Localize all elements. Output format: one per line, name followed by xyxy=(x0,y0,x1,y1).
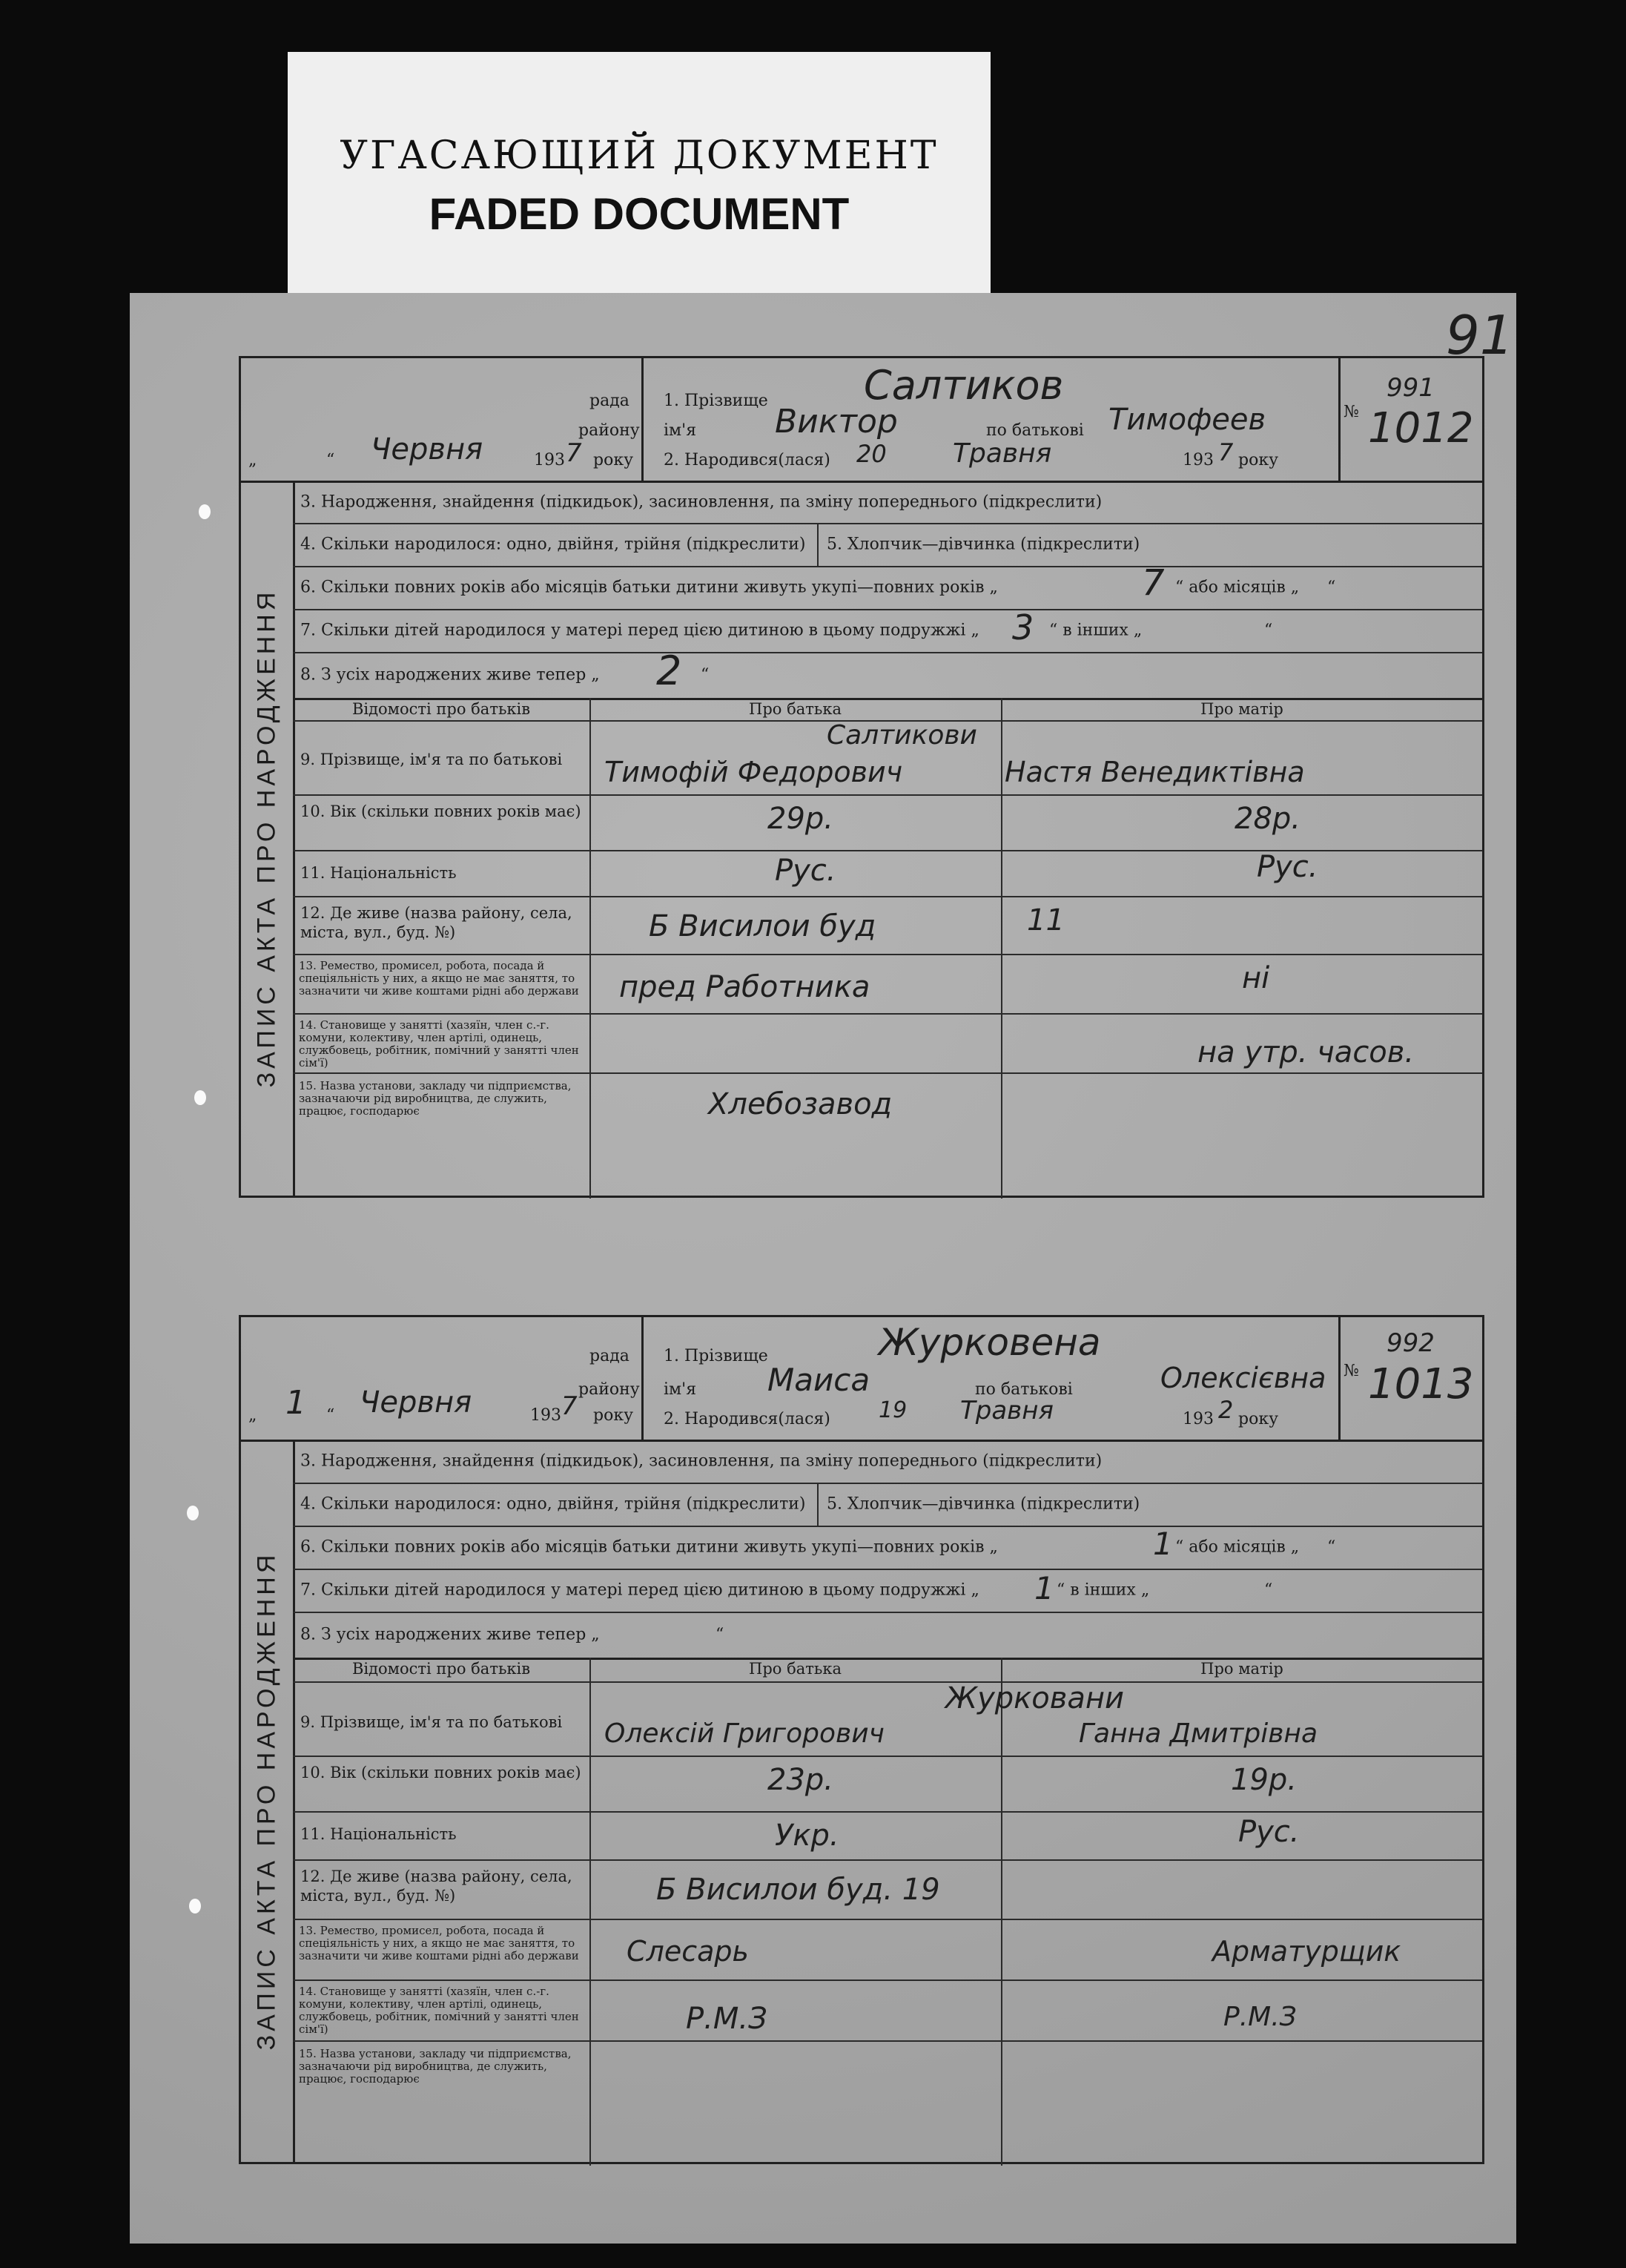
record-header xyxy=(241,358,1482,483)
father-occupation: Слесарь xyxy=(627,1935,749,1968)
birth-month: Травня xyxy=(960,1396,1054,1425)
registration-month: Червня xyxy=(360,1385,472,1420)
mother-status: на утр. часов. xyxy=(1197,1035,1415,1069)
birth-year-label: року xyxy=(1238,451,1279,469)
record-side-title: ЗАПИС АКТА ПРО НАРОДЖЕННЯ xyxy=(241,481,295,1196)
birth-year-prefix: 193 xyxy=(1183,451,1214,469)
notice-line-russian: УГАСАЮЩИЙ ДОКУМЕНТ xyxy=(340,133,939,178)
born-label: 2. Народився(лася) xyxy=(664,451,830,469)
registration-month: Червня xyxy=(371,432,483,467)
father-nationality: Рус. xyxy=(775,854,836,888)
child-patronymic: Тимофеев xyxy=(1108,403,1266,437)
row-children-before: 7. Скільки дітей народилося у матері перед цією дитиною в цьому подружжі „ 3 “ в інших „ “ xyxy=(293,609,1482,653)
family-surname: Журковани xyxy=(945,1681,1125,1715)
father-workplace: Хлебозавод xyxy=(708,1087,893,1121)
punch-hole xyxy=(189,1899,201,1913)
row-births-count: 4. Скільки народилося: одно, двійня, трійня (підкреслити) 5. Хлопчик—дівчинка (підкреслити) xyxy=(293,1483,1482,1527)
rayon-label: району xyxy=(578,421,640,440)
birth-record-card xyxy=(239,356,1484,1198)
mother-occupation: ні xyxy=(1242,961,1270,995)
quote-close: “ xyxy=(326,451,335,469)
row-parent-names: 9. Прізвище, ім'я та по батькові Журковани Олексій Григорович Ганна Дмитрівна xyxy=(293,1681,1482,1757)
rada-label: рада xyxy=(589,1347,629,1365)
year-prefix: 193 xyxy=(534,451,565,469)
parents-table-header: Відомості про батьків Про батька Про матір xyxy=(293,698,1482,722)
birth-year-digit: 7 xyxy=(1218,438,1234,467)
row-parent-address: 12. Де живе (назва району, села, міста, вул., буд. №) Б Висилои буд 11 xyxy=(293,896,1482,955)
quote-open: „ xyxy=(248,1406,257,1425)
archive-page-number: 91 xyxy=(1446,304,1514,366)
father-workplace: Р.М.З xyxy=(686,2002,767,2036)
child-surname: Салтиков xyxy=(864,362,1064,409)
row-alive: 8. З усіх народжених живе тепер „ “ xyxy=(293,1612,1482,1660)
surname-label: 1. Прізвище xyxy=(664,1347,768,1365)
patronymic-label: по батькові xyxy=(986,421,1084,440)
birth-year-digit: 2 xyxy=(1218,1396,1234,1424)
name-label: ім'я xyxy=(664,1380,697,1399)
row-parent-nationality: 11. Національність Рус. Рус. xyxy=(293,850,1482,897)
row-alive: 8. З усіх народжених живе тепер „ 2 “ xyxy=(293,652,1482,700)
mother-address: 11 xyxy=(1027,903,1065,937)
father-occupation: пред Работника xyxy=(619,970,870,1004)
birth-year-prefix: 193 xyxy=(1183,1410,1214,1428)
mother-name: Настя Венедиктівна xyxy=(1005,756,1305,788)
parents-table-header: Відомості про батьків Про батька Про матір xyxy=(293,1658,1482,1683)
row-years-together: 6. Скільки повних років або місяців батьки дитини живуть укупі—повних років „ 1 “ або місяців „ “ xyxy=(293,1526,1482,1570)
registration-year-digit: 7 xyxy=(561,1391,578,1421)
punch-hole xyxy=(199,504,211,519)
rada-label: рада xyxy=(589,392,629,410)
father-name: Олексій Григорович xyxy=(604,1718,885,1749)
row-children-before: 7. Скільки дітей народилося у матері перед цією дитиною в цьому подружжі „ 1 “ в інших „ “ xyxy=(293,1569,1482,1613)
record-number-sign: № xyxy=(1344,403,1359,421)
alive-value: 2 xyxy=(656,647,682,694)
birth-month: Травня xyxy=(953,438,1052,469)
registration-day: 1 xyxy=(285,1384,306,1422)
mother-age: 28р. xyxy=(1235,802,1301,836)
years-together-value: 7 xyxy=(1142,562,1165,604)
row-parent-occupation: 13. Ремество, промисел, робота, посада й спеціяльність у них, а якщо не має заняття, то зазначити чи живе коштами рідні або держави пред Работника ні xyxy=(293,954,1482,1015)
row-parent-nationality: 11. Національність Укр. Рус. xyxy=(293,1811,1482,1861)
faded-document-notice xyxy=(288,52,991,301)
mother-nationality: Рус. xyxy=(1238,1815,1300,1849)
birth-day: 19 xyxy=(879,1397,908,1423)
row-parent-status: 14. Становище у занятті (хазяїн, член с.-г. комуни, колективу, член артілі, одинець, службовець, робітник, помічний у занятті член сім'ї) на утр. часов. xyxy=(293,1013,1482,1074)
record-number: 1013 xyxy=(1368,1360,1474,1408)
father-age: 23р. xyxy=(767,1763,834,1797)
notice-line-english: FADED DOCUMENT xyxy=(429,189,850,239)
row-parent-address: 12. Де живе (назва району, села, міста, вул., буд. №) Б Висилои буд. 19 xyxy=(293,1859,1482,1920)
row-birth-type: 3. Народження, знайдення (підкидьок), засиновлення, па зміну попереднього (підкреслити) xyxy=(293,1440,1482,1484)
born-label: 2. Народився(лася) xyxy=(664,1410,830,1428)
father-name: Тимофій Федорович xyxy=(604,756,903,788)
child-name: Виктор xyxy=(775,403,898,441)
surname-label: 1. Прізвище xyxy=(664,392,768,410)
row-parent-age: 10. Вік (скільки повних років має) 23р. 19р. xyxy=(293,1756,1482,1813)
punch-hole xyxy=(187,1506,199,1520)
year-label: року xyxy=(593,451,634,469)
child-surname: Журковена xyxy=(879,1321,1101,1364)
row-parent-status: 14. Становище у занятті (хазяїн, член с.-г. комуни, колективу, член артілі, одинець, службовець, робітник, помічний у занятті член сім'ї) Р.М.З Р.М.З xyxy=(293,1979,1482,2042)
registration-year-digit: 7 xyxy=(566,438,582,468)
row-parent-workplace: 15. Назва установи, закладу чи підприємства, зазначаючи рід виробництва, де служить, працює, господарює Хлебозавод xyxy=(299,1079,893,1121)
mother-nationality: Рус. xyxy=(1257,850,1318,884)
mother-name: Ганна Дмитрівна xyxy=(1079,1718,1318,1749)
child-name: Маиса xyxy=(767,1362,870,1398)
father-address: Б Висилои буд xyxy=(649,909,876,943)
children-before-value: 3 xyxy=(1012,607,1034,647)
rayon-label: району xyxy=(578,1380,640,1399)
quote-close: “ xyxy=(326,1406,335,1425)
record-side-title: ЗАПИС АКТА ПРО НАРОДЖЕННЯ xyxy=(241,1440,295,2162)
row-parent-occupation: 13. Ремество, промисел, робота, посада й спеціяльність у них, а якщо не має заняття, то зазначити чи живе коштами рідні або держави Слесарь Арматурщик xyxy=(293,1919,1482,1981)
patronymic-label: по батькові xyxy=(975,1380,1073,1399)
birth-record-card xyxy=(239,1315,1484,2164)
father-address: Б Висилои буд. 19 xyxy=(656,1873,940,1907)
family-surname: Салтикови xyxy=(827,720,977,751)
father-nationality: Укр. xyxy=(775,1819,839,1853)
row-parent-names: 9. Прізвище, ім'я та по батькові Салтикови Тимофій Федорович Настя Венедиктівна xyxy=(293,720,1482,796)
quote-open: „ xyxy=(248,451,257,469)
birth-year-label: року xyxy=(1238,1410,1279,1428)
punch-hole xyxy=(194,1090,206,1105)
record-number-old: 992 xyxy=(1387,1328,1435,1358)
children-before-value: 1 xyxy=(1034,1570,1054,1606)
mother-occupation: Арматурщик xyxy=(1212,1935,1401,1968)
record-number-sign: № xyxy=(1344,1362,1359,1380)
child-patronymic: Олексієвна xyxy=(1160,1362,1326,1394)
row-births-count: 4. Скільки народилося: одно, двійня, трійня (підкреслити) 5. Хлопчик—дівчинка (підкреслити) xyxy=(293,523,1482,567)
row-years-together: 6. Скільки повних років або місяців батьки дитини живуть укупі—повних років „ 7 “ або місяців „ “ xyxy=(293,566,1482,610)
birth-day: 20 xyxy=(856,440,887,468)
name-label: ім'я xyxy=(664,421,697,440)
record-number-old: 991 xyxy=(1387,373,1435,403)
years-together-value: 1 xyxy=(1153,1526,1173,1562)
mother-age: 19р. xyxy=(1231,1763,1298,1797)
year-prefix: 193 xyxy=(530,1406,561,1425)
row-parent-workplace: 15. Назва установи, закладу чи підприємства, зазначаючи рід виробництва, де служить, працює, господарює xyxy=(299,2047,572,2086)
father-age: 29р. xyxy=(767,802,834,836)
row-parent-age: 10. Вік (скільки повних років має) 29р. 28р. xyxy=(293,794,1482,851)
record-header xyxy=(241,1317,1482,1442)
row-birth-type: 3. Народження, знайдення (підкидьок), засиновлення, па зміну попереднього (підкреслити) xyxy=(293,481,1482,524)
record-number: 1012 xyxy=(1368,404,1474,452)
year-label: року xyxy=(593,1406,634,1425)
mother-workplace: Р.М.З xyxy=(1223,2002,1297,2032)
